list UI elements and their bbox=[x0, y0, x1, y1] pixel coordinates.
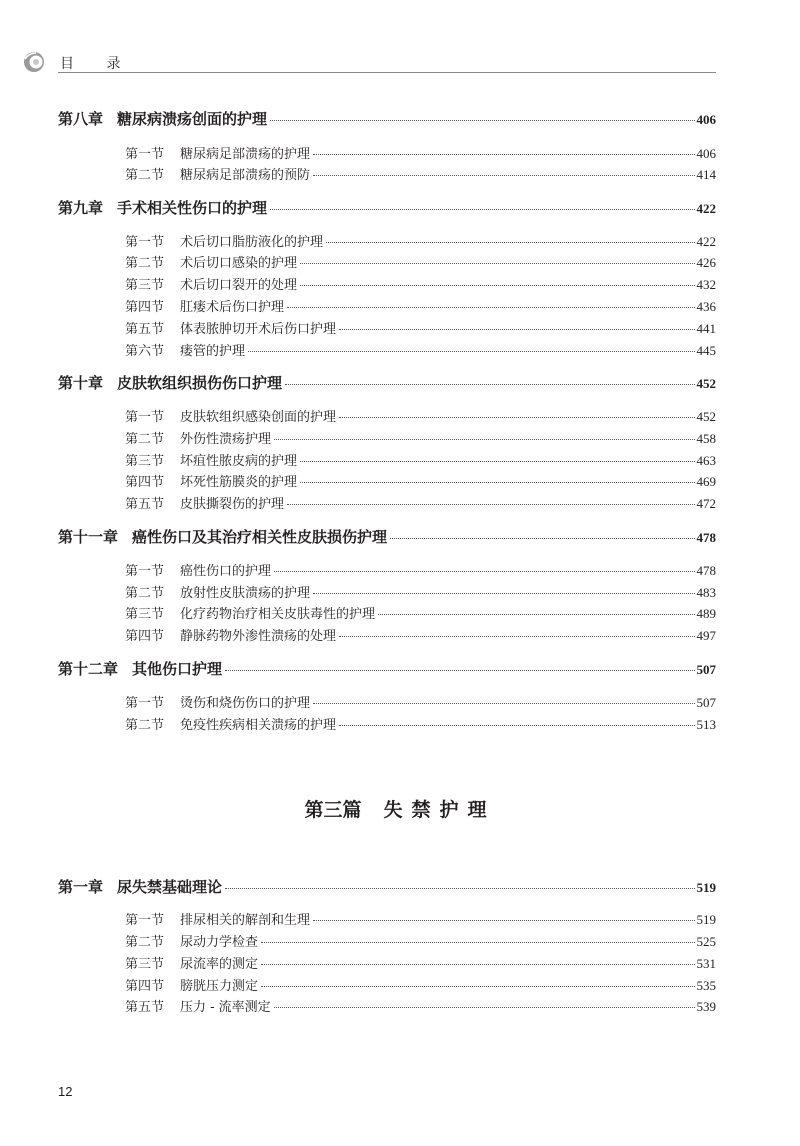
section-title: 体表脓肿切开术后伤口护理 bbox=[180, 322, 337, 337]
section-number: 第三节 bbox=[125, 278, 165, 293]
dot-leader bbox=[313, 593, 694, 594]
dot-leader bbox=[313, 175, 694, 176]
dot-leader bbox=[225, 888, 694, 889]
part-name: 失禁护理 bbox=[383, 799, 496, 821]
toc-entry[interactable] bbox=[125, 143, 716, 162]
page-number: 531 bbox=[696, 956, 716, 971]
page-number: 406 bbox=[696, 146, 716, 161]
toc-entry[interactable] bbox=[125, 996, 716, 1015]
dot-leader bbox=[261, 964, 694, 965]
toc-entry[interactable] bbox=[125, 296, 716, 315]
section-title: 尿流率的测定 bbox=[180, 957, 259, 972]
section-title: 术后切口脂肪液化的护理 bbox=[180, 235, 324, 250]
page-number: 513 bbox=[696, 717, 716, 732]
section-number: 第四节 bbox=[125, 475, 165, 490]
chapter-number: 第十章 bbox=[58, 374, 104, 392]
section-number: 第二节 bbox=[125, 718, 165, 733]
toc-entry[interactable] bbox=[125, 274, 716, 293]
chapter-number: 第十二章 bbox=[58, 660, 119, 678]
section-number: 第一节 bbox=[125, 235, 165, 250]
toc-entry[interactable] bbox=[125, 164, 716, 183]
dot-leader bbox=[313, 154, 694, 155]
toc-entry[interactable] bbox=[125, 231, 716, 250]
dot-leader bbox=[390, 538, 694, 539]
dot-leader bbox=[300, 482, 694, 483]
dot-leader bbox=[274, 439, 694, 440]
dot-leader bbox=[339, 636, 694, 637]
page-number: 414 bbox=[696, 167, 716, 182]
section-number: 第一节 bbox=[125, 410, 165, 425]
toc-entry[interactable] bbox=[125, 714, 716, 733]
section-title: 肛瘘术后伤口护理 bbox=[180, 300, 285, 315]
section-number: 第一节 bbox=[125, 564, 165, 579]
chapter-number: 第九章 bbox=[58, 199, 104, 217]
section-number: 第四节 bbox=[125, 300, 165, 315]
section-number: 第一节 bbox=[125, 696, 165, 711]
page-number: 436 bbox=[696, 299, 716, 314]
dot-leader bbox=[261, 942, 694, 943]
dot-leader bbox=[339, 417, 694, 418]
page-number: 441 bbox=[696, 321, 716, 336]
section-number: 第六节 bbox=[125, 344, 165, 359]
dot-leader bbox=[326, 242, 694, 243]
dot-leader bbox=[313, 920, 694, 921]
section-title: 膀胱压力测定 bbox=[180, 979, 259, 994]
publisher-logo-icon bbox=[22, 50, 46, 74]
section-number: 第三节 bbox=[125, 607, 165, 622]
page-number: 519 bbox=[696, 880, 716, 895]
toc-entry[interactable] bbox=[125, 625, 716, 644]
toc-entry[interactable] bbox=[58, 372, 716, 393]
dot-leader bbox=[274, 571, 694, 572]
section-title: 放射性皮肤溃疡的护理 bbox=[180, 586, 311, 601]
toc-entry[interactable] bbox=[125, 909, 716, 928]
page-number: 519 bbox=[696, 912, 716, 927]
page-number: 452 bbox=[696, 376, 716, 391]
toc-entry[interactable] bbox=[125, 252, 716, 271]
section-title: 免疫性疾病相关溃疡的护理 bbox=[180, 718, 337, 733]
dot-leader bbox=[300, 461, 694, 462]
page-number: 539 bbox=[696, 999, 716, 1014]
dot-leader bbox=[270, 209, 694, 210]
section-title: 外伤性溃疡护理 bbox=[180, 432, 272, 447]
chapter-number: 第十一章 bbox=[58, 528, 119, 546]
page-number: 422 bbox=[696, 234, 716, 249]
section-title: 糖尿病足部溃疡的护理 bbox=[180, 147, 311, 162]
toc-entry[interactable] bbox=[125, 493, 716, 512]
page-number: 472 bbox=[696, 496, 716, 511]
section-number: 第四节 bbox=[125, 979, 165, 994]
dot-leader bbox=[339, 725, 694, 726]
toc-entry[interactable] bbox=[125, 406, 716, 425]
section-number: 第三节 bbox=[125, 957, 165, 972]
page-number: 463 bbox=[696, 453, 716, 468]
section-number: 第五节 bbox=[125, 1000, 165, 1015]
toc-entry[interactable] bbox=[58, 658, 716, 679]
section-title: 排尿相关的解剖和生理 bbox=[180, 913, 311, 928]
dot-leader bbox=[300, 285, 694, 286]
part-number: 第三篇 bbox=[304, 799, 362, 821]
chapter-title: 皮肤软组织损伤伤口护理 bbox=[117, 374, 283, 392]
page-number: 458 bbox=[696, 431, 716, 446]
chapter-title: 其他伤口护理 bbox=[132, 660, 223, 678]
section-number: 第四节 bbox=[125, 629, 165, 644]
toc-entry[interactable] bbox=[125, 560, 716, 579]
toc-entry[interactable] bbox=[125, 975, 716, 994]
part-title bbox=[0, 795, 800, 822]
chapter-title: 手术相关性伤口的护理 bbox=[117, 199, 268, 217]
page-number: 507 bbox=[696, 662, 716, 677]
section-title: 皮肤软组织感染创面的护理 bbox=[180, 410, 337, 425]
section-number: 第三节 bbox=[125, 454, 165, 469]
page-number: 478 bbox=[696, 563, 716, 578]
toc-entry[interactable] bbox=[125, 931, 716, 950]
header-rule bbox=[58, 72, 716, 73]
dot-leader bbox=[225, 670, 694, 671]
chapter-number: 第八章 bbox=[58, 110, 104, 128]
page-number: 507 bbox=[696, 695, 716, 710]
page-number: 406 bbox=[696, 112, 716, 127]
toc-entry[interactable] bbox=[125, 692, 716, 711]
toc-entry[interactable] bbox=[125, 582, 716, 601]
dot-leader bbox=[248, 351, 694, 352]
page-number: 483 bbox=[696, 585, 716, 600]
dot-leader bbox=[287, 504, 694, 505]
section-title: 糖尿病足部溃疡的预防 bbox=[180, 168, 311, 183]
toc-entry[interactable] bbox=[125, 318, 716, 337]
toc-entry[interactable] bbox=[58, 526, 716, 547]
dot-leader bbox=[300, 263, 694, 264]
dot-leader bbox=[287, 307, 694, 308]
section-title: 压力 - 流率测定 bbox=[180, 1000, 271, 1015]
page-number: 497 bbox=[696, 628, 716, 643]
section-number: 第二节 bbox=[125, 168, 165, 183]
toc-entry[interactable] bbox=[125, 953, 716, 972]
chapter-title: 尿失禁基础理论 bbox=[117, 878, 223, 896]
page-number: 525 bbox=[696, 934, 716, 949]
page-number: 489 bbox=[696, 606, 716, 621]
section-number: 第二节 bbox=[125, 256, 165, 271]
section-title: 坏疽性脓皮病的护理 bbox=[180, 454, 298, 469]
page-folio: 12 bbox=[58, 1084, 73, 1099]
dot-leader bbox=[270, 120, 694, 121]
page-number: 445 bbox=[696, 343, 716, 358]
chapter-title: 癌性伤口及其治疗相关性皮肤损伤护理 bbox=[132, 528, 388, 546]
section-title: 尿动力学检查 bbox=[180, 935, 259, 950]
chapter-number: 第一章 bbox=[58, 878, 104, 896]
section-number: 第五节 bbox=[125, 497, 165, 512]
dot-leader bbox=[274, 1007, 695, 1008]
toc-entry[interactable] bbox=[125, 603, 716, 622]
section-title: 术后切口感染的护理 bbox=[180, 256, 298, 271]
section-title: 癌性伤口的护理 bbox=[180, 564, 272, 579]
page-number: 452 bbox=[696, 409, 716, 424]
page-number: 422 bbox=[696, 201, 716, 216]
header-title: 目 录 bbox=[60, 56, 135, 72]
page-number: 478 bbox=[696, 530, 716, 545]
toc-entry[interactable] bbox=[125, 428, 716, 447]
dot-leader bbox=[378, 614, 694, 615]
section-title: 化疗药物治疗相关皮肤毒性的护理 bbox=[180, 607, 376, 622]
toc-entry[interactable] bbox=[58, 197, 716, 218]
toc-entry[interactable] bbox=[125, 450, 716, 469]
running-header bbox=[22, 50, 716, 74]
dot-leader bbox=[313, 703, 694, 704]
dot-leader bbox=[261, 986, 694, 987]
section-title: 静脉药物外渗性溃疡的处理 bbox=[180, 629, 337, 644]
page-number: 535 bbox=[696, 978, 716, 993]
page-number: 469 bbox=[696, 474, 716, 489]
page-number: 432 bbox=[696, 277, 716, 292]
section-number: 第五节 bbox=[125, 322, 165, 337]
toc-entry[interactable] bbox=[125, 340, 716, 359]
section-title: 坏死性筋膜炎的护理 bbox=[180, 475, 298, 490]
chapter-title: 糖尿病溃疡创面的护理 bbox=[117, 110, 268, 128]
section-title: 术后切口裂开的处理 bbox=[180, 278, 298, 293]
section-number: 第一节 bbox=[125, 913, 165, 928]
section-number: 第一节 bbox=[125, 147, 165, 162]
section-number: 第二节 bbox=[125, 586, 165, 601]
section-title: 烫伤和烧伤伤口的护理 bbox=[180, 696, 311, 711]
dot-leader bbox=[285, 384, 694, 385]
section-number: 第二节 bbox=[125, 935, 165, 950]
dot-leader bbox=[339, 329, 694, 330]
section-title: 瘘管的护理 bbox=[180, 344, 246, 359]
page-number: 426 bbox=[696, 255, 716, 270]
section-number: 第二节 bbox=[125, 432, 165, 447]
toc-entry[interactable] bbox=[58, 108, 716, 129]
section-title: 皮肤撕裂伤的护理 bbox=[180, 497, 285, 512]
toc-entry[interactable] bbox=[58, 876, 716, 897]
toc-entry[interactable] bbox=[125, 471, 716, 490]
